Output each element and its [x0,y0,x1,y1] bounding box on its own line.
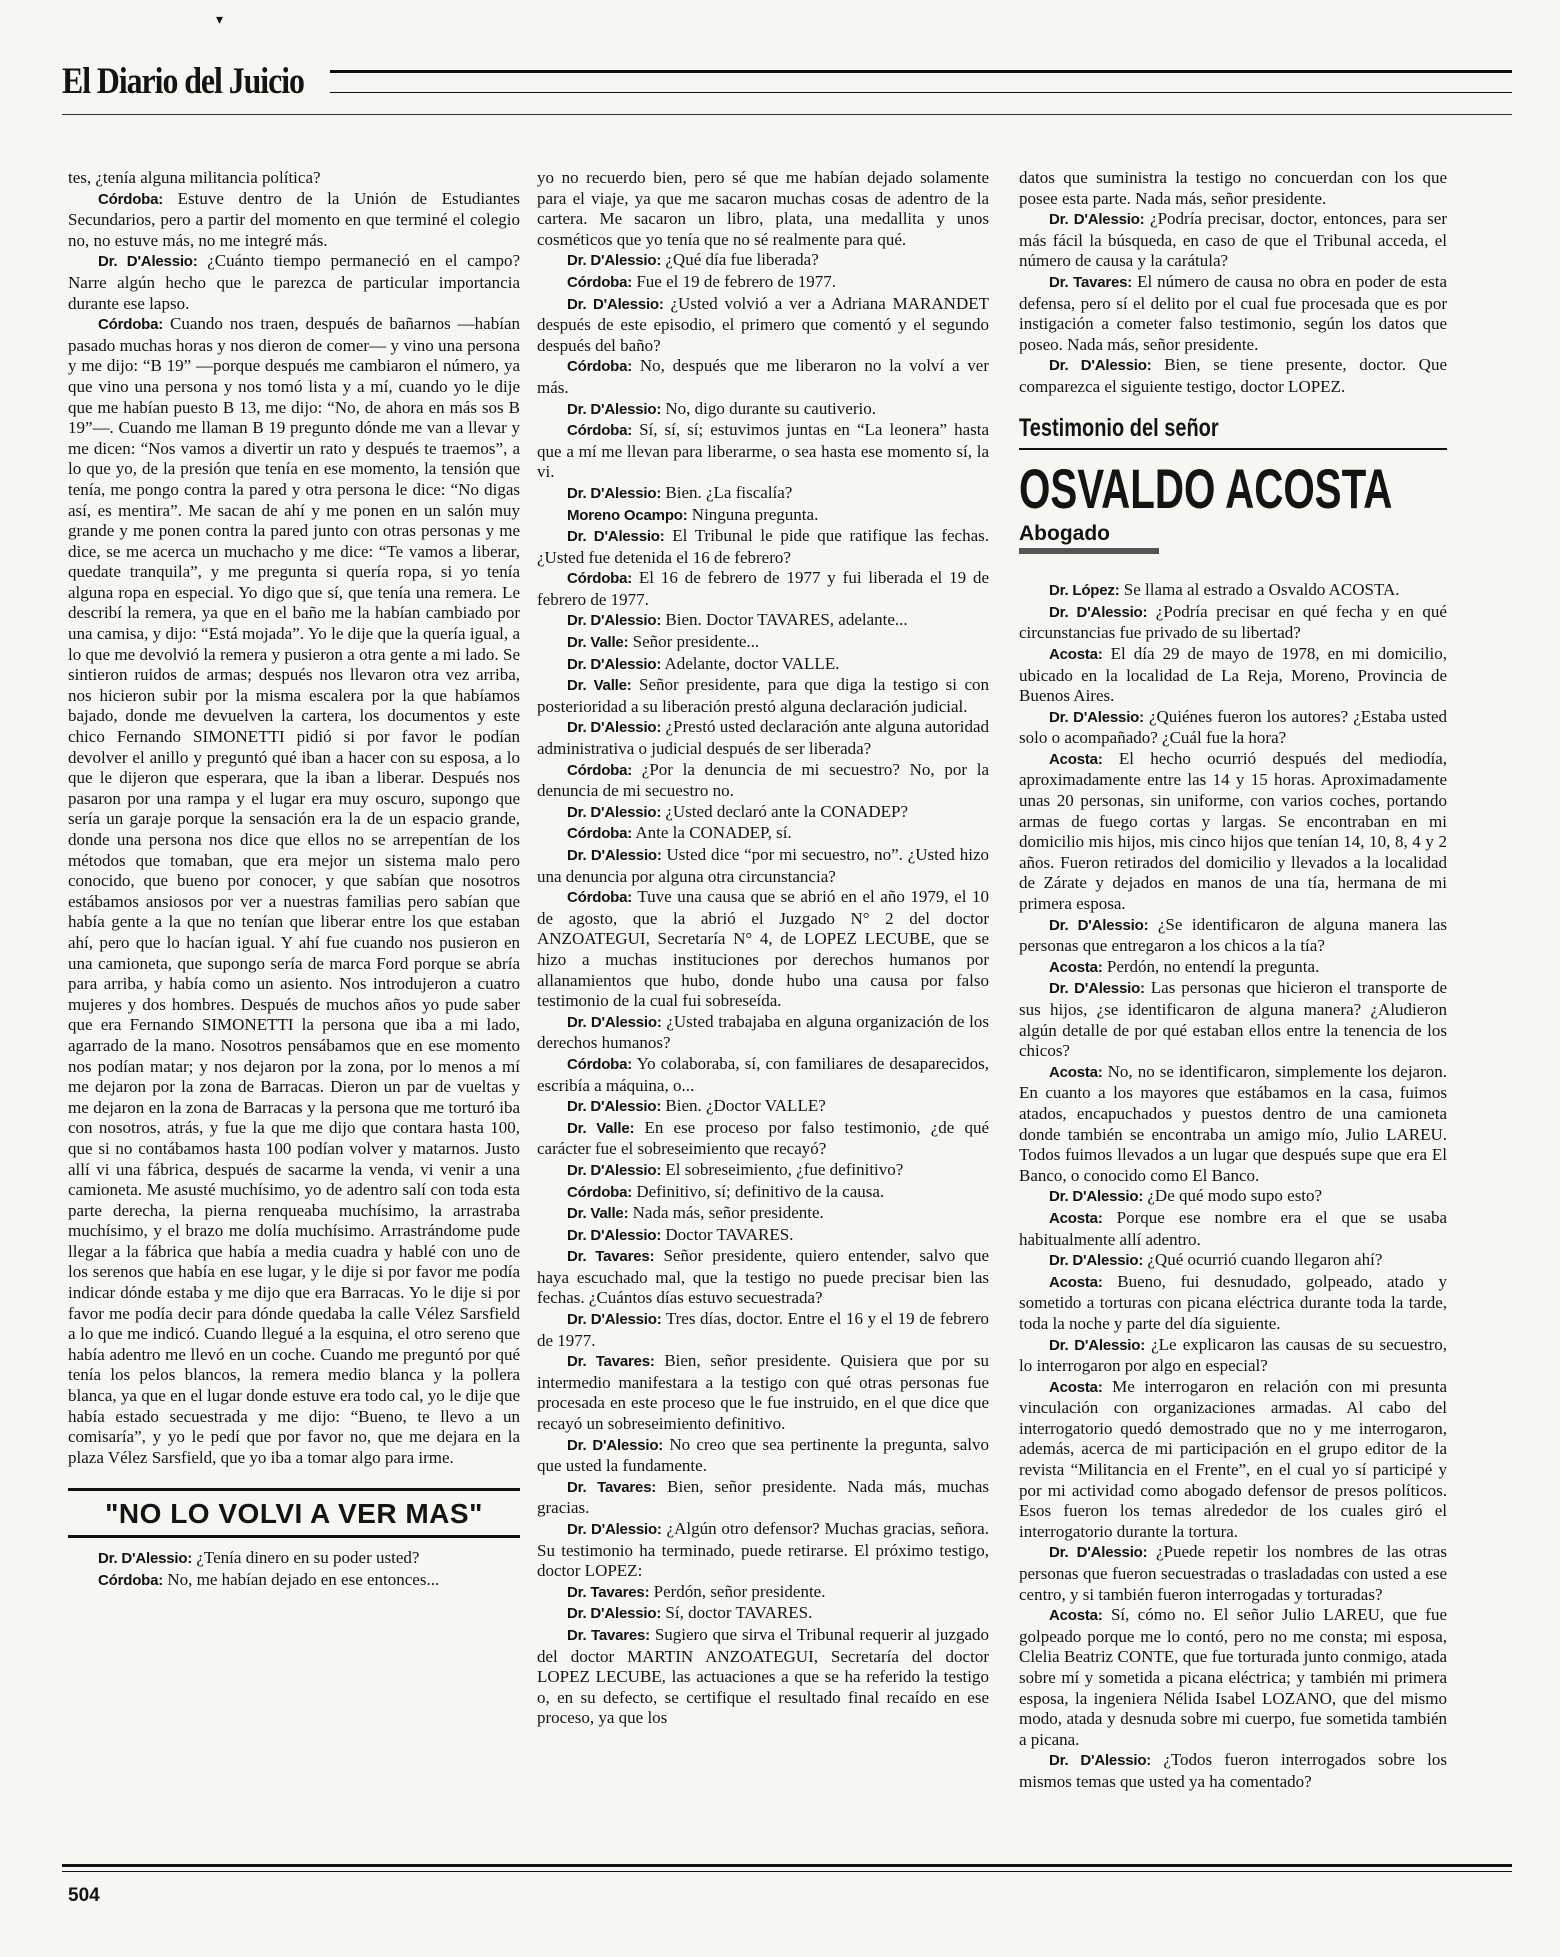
paragraph [537,250,989,272]
paragraph [1019,1208,1447,1250]
speaker-label: Dr. D'Alessio: [567,484,662,502]
paragraph-text: Usted dice “por mi secuestro, no”. ¿Usted hizo una denuncia por alguna otra circunstancia? [537,845,990,886]
paragraph [1019,978,1447,1061]
masthead-rule [62,114,1512,115]
paragraph [537,1054,989,1096]
paragraph-text: Bien. ¿La fiscalía? [665,482,793,502]
paragraph [537,632,989,654]
paragraph-text: Se llama al estrado a Osvaldo ACOSTA. [1123,580,1400,600]
speaker-label: Dr. D'Alessio: [1049,603,1148,621]
paragraph [537,399,989,421]
testimony-header [1019,412,1447,555]
paragraph [537,1519,989,1582]
speaker-label: Dr. D'Alessio: [1049,1544,1148,1562]
paragraph-text: Ante la CONADEP, sí. [635,823,792,843]
paragraph [537,1012,989,1054]
column-2 [537,168,989,1729]
speaker-label: Córdoba: [567,1183,633,1201]
paragraph-text: ¿Cuánto tiempo permaneció en el campo? Narre algún hecho que le parezca de particular importancia durante ese lapso. [68,251,520,313]
speaker-label: Dr. Valle: [567,677,632,695]
paragraph-text: ¿Qué ocurrió cuando llegaron ahí? [1147,1250,1383,1270]
speaker-label: Dr. D'Alessio: [1049,1252,1144,1270]
paragraph [68,168,520,189]
testimony-bar [1019,548,1159,554]
masthead-rule [330,70,1512,73]
speaker-label: Dr. López: [1049,582,1120,600]
speaker-label: Dr. D'Alessio: [567,655,662,673]
speaker-label: Dr. Valle: [567,1119,635,1137]
footer-rule [62,1871,1512,1872]
paragraph-text: Señor presidente... [632,632,760,652]
speaker-label: Dr. D'Alessio: [1049,1336,1145,1354]
speaker-label: Córdoba: [567,358,633,376]
speaker-label: Acosta: [1049,958,1103,976]
paragraph-text: ¿Podría precisar en qué fecha y en qué circunstancias fue privado de su libertad? [1019,601,1447,643]
speaker-label: Dr. D'Alessio: [567,1436,664,1454]
speaker-label: Acosta: [1049,1063,1103,1081]
speaker-label: Dr. Tavares: [1049,273,1133,291]
paragraph-text: No creo que sea pertinente la pregunta, salvo que usted la fundamente. [537,1434,989,1476]
speaker-label: Dr. D'Alessio: [567,1013,662,1031]
paragraph-text: Fue el 19 de febrero de 1977. [636,271,836,291]
paragraph-text: El día 29 de mayo de 1978, en mi domicilio, ubicado en la localidad de La Reja, Moreno, Provincia de Buenos Aires. [1019,643,1447,706]
paragraph-text: Definitivo, sí; definitivo de la causa. [636,1181,885,1201]
speaker-label: Dr. D'Alessio: [567,1098,662,1116]
paragraph-text: El número de causa no obra en poder de esta defensa, pero sí el delito por el cual fue procesada que es por instigación a cometer falso testimonio, según los datos que poseo. Nada más, señor presidente. [1019,271,1447,354]
speaker-label: Dr. Tavares: [567,1478,657,1496]
col2-paragraphs [537,168,989,1729]
speaker-label: Dr. D'Alessio: [567,847,662,864]
paragraph [1019,1250,1447,1272]
paragraph [537,1351,989,1434]
paragraph-text: Doctor TAVARES. [665,1224,794,1244]
paragraph-text: ¿Algún otro defensor? Muchas gracias, señora. Su testimonio ha terminado, puede retirarse. El próximo testigo, doctor LOPEZ: [537,1519,989,1581]
testimony-role: Abogado [1019,521,1110,545]
paragraph-text: El Tribunal le pide que ratifique las fechas. ¿Usted fue detenida el 16 de febrero? [537,526,990,567]
paragraph [537,887,989,1012]
paragraph-text: ¿Se identificaron de alguna manera las personas que entregaron a los chicos a la tía? [1019,914,1447,956]
paragraph [537,1182,989,1204]
paragraph-text: Las personas que hicieron el transporte de sus hijos, ¿se identificaron de alguna manera? ¿Aludieron algún detalle de por qué estaban ellos entre la tenencia de los chicos? [1019,978,1448,1061]
speaker-label: Acosta: [1049,1607,1103,1625]
paragraph-text: Bien. Doctor TAVARES, adelante... [665,610,908,630]
paragraph-text: ¿Prestó usted declaración ante alguna autoridad administrativa o judicial después de ser liberada? [537,717,989,759]
paragraph-text: Tres días, doctor. Entre el 16 y el 19 de febrero de 1977. [537,1309,989,1350]
paragraph-text: Señor presidente, para que diga la testigo si con posterioridad a su liberación prestó alguna declaración judicial. [537,675,990,716]
speaker-label: Dr. Valle: [567,1205,629,1223]
paragraph [537,610,989,632]
speaker-label: Dr. D'Alessio: [567,1311,662,1329]
speaker-label: Moreno Ocampo: [567,506,688,524]
paragraph [537,823,989,845]
paragraph [537,717,989,759]
paragraph [537,802,989,824]
paragraph-text: Bien, señor presidente. Quisiera que por su intermedio manifestara a la testigo con qué otras personas fue procesada en este proceso que le fue instruido, en el que dice que recayó un sobreseimiento definitivo. [537,1351,990,1434]
testimony-name: OSVALDO ACOSTA [1019,456,1393,520]
speaker-label: Dr. D'Alessio: [567,803,662,821]
paragraph [537,654,989,676]
speaker-label: Dr. D'Alessio: [98,1550,193,1568]
paragraph [1019,1186,1447,1208]
paragraph-text: ¿Le explicaron las causas de su secuestro, lo interrogaron por algo en especial? [1019,1334,1447,1376]
speaker-label: Dr. D'Alessio: [567,1521,662,1538]
paragraph [1019,355,1447,397]
speaker-label: Dr. D'Alessio: [1049,708,1144,726]
speaker-label: Dr. D'Alessio: [567,1226,662,1244]
speaker-label: Dr. D'Alessio: [567,295,664,313]
subhead: "NO LO VOLVI A VER MAS" [68,1488,520,1538]
paragraph-text: ¿Por la denuncia de mi secuestro? No, por la denuncia de mi secuestro no. [537,759,989,801]
paragraph [1019,602,1447,644]
paragraph-text: Tuve una causa que se abrió en el año 1979, el 10 de agosto, que la abrió el Juzgado N° 2 del doctor ANZOATEGUI, Secretaría N° 4, de LOPEZ LECUBE, que se hizo a muchas instituciones por derechos humanos por allanamientos que hubo, donde hubo una causa por falso testimonio de la cual fui sobreseída. [537,887,989,1011]
paragraph [1019,1062,1447,1187]
speaker-label: Dr. Tavares: [567,1626,650,1644]
paragraph-text: No, me habían dejado en ese entonces... [167,1570,440,1589]
paragraph [68,314,520,1468]
paragraph [1019,707,1447,749]
col3-after-paragraphs [1019,580,1447,1792]
paragraph [537,1435,989,1477]
paragraph [1019,915,1447,957]
paragraph [1019,644,1447,707]
paragraph [68,189,520,252]
paragraph-text: Perdón, señor presidente. [653,1581,826,1601]
paragraph-text: ¿Usted declaró ante la CONADEP? [665,801,909,821]
speaker-label: Acosta: [1049,1209,1103,1227]
speaker-label: Córdoba: [98,190,164,208]
paragraph-text: No, después que me liberaron no la volví a ver más. [537,356,989,397]
speaker-label: Córdoba: [567,1055,633,1073]
paragraph-text: Me interrogaron en relación con mi presunta vinculación con organizaciones armadas. Al cabo del interrogatorio quedó demostrado que no y me interrogaron, además, acerca de mi participación en el grupo editor de la revista “Militancia en el Frente”, en el cual yo sí participé y por mi actividad como abogado defensor de presos políticos. Esos fueron los temas alrededor de los cuales giró el interrogatorio durante la tortura. [1019,1376,1447,1541]
paragraph [1019,209,1447,272]
paragraph [537,1203,989,1225]
speaker-label: Dr. D'Alessio: [1049,357,1152,375]
speaker-label: Dr. D'Alessio: [567,400,662,418]
paragraph [1019,168,1447,209]
speaker-label: Dr. D'Alessio: [98,253,198,271]
paragraph-text: Perdón, no entendí la pregunta. [1106,956,1320,976]
paragraph [537,294,989,357]
paragraph-text: ¿De qué modo supo esto? [1147,1186,1323,1206]
speaker-label: Dr. Valle: [567,634,629,652]
paragraph-text: No, no se identificaron, simplemente los dejaron. En cuanto a los mayores que estábamos en la casa, fuimos atados, encapuchados y puestos dentro de una camioneta donde también se encontraba un amigo mío, Julio LAREU. Todos fuimos llevados a un lugar que después supe que era El Banco, o conocido como El Banco. [1019,1061,1447,1185]
paragraph [537,420,989,483]
paragraph [537,1118,989,1160]
speaker-label: Córdoba: [567,825,633,843]
testimony-kicker: Testimonio del señor [1019,412,1447,450]
paragraph-text: Bien, se tiene presente, doctor. Que comparezca el siguiente testigo, doctor LOPEZ. [1019,355,1447,396]
paragraph [537,1160,989,1182]
paragraph [68,1570,520,1592]
masthead-title: El Diario del Juicio [62,61,304,102]
paragraph-text: El hecho ocurrió después del mediodía, aproximadamente entre las 14 y 15 horas. Aproximadamente unas 20 personas, sin uniforme, con varios coches, portando armas de fuego cortas y largas. Se encontraban en mi domicilio mis hijos, mis cinco hijos que tenían 14, 10, 8, 4 y 2 años. Fueron retirados del domicilio y llevados a la localidad de Zárate y dejados en manos de una tía, hermana de mi primera esposa. [1019,748,1448,914]
paragraph [537,483,989,505]
paragraph [537,272,989,294]
paragraph-text: Sí, sí, sí; estuvimos juntas en “La leonera” hasta que a mí me llevan para liberarme, o sea hasta ese momento sí, la vi. [537,420,989,482]
speaker-label: Dr. D'Alessio: [1049,1188,1144,1206]
paragraph [1019,1750,1447,1792]
speaker-label: Dr. D'Alessio: [567,1605,662,1623]
speaker-label: Acosta: [1049,750,1103,768]
paragraph-text: Ninguna pregunta. [691,504,819,524]
paragraph [537,168,989,250]
paragraph [1019,1605,1447,1750]
col1-after-paragraphs [68,1548,520,1591]
paragraph-text: Bueno, fui desnudado, golpeado, atado y sometido a torturas con picana eléctrica durante toda la tarde, toda la noche y parte del día siguiente. [1019,1271,1447,1333]
paragraph [1019,1272,1447,1335]
speaker-label: Dr. D'Alessio: [1049,211,1145,229]
paragraph-text: ¿Usted volvió a ver a Adriana MARANDET después de este episodio, el primero que comentó y el segundo después del baño? [537,293,989,355]
paragraph [537,505,989,527]
paragraph-text: Estuve dentro de la Unión de Estudiantes Secundarios, pero a partir del momento en que terminé el colegio no, no estuve más, no me integré más. [68,188,521,250]
speaker-label: Córdoba: [567,273,633,291]
paragraph [537,675,989,717]
masthead [62,58,1512,122]
paragraph [537,1582,989,1604]
paragraph-text: Cuando nos traen, después de bañarnos —habían pasado muchas horas y nos dieron de comer— y vino una persona y me dijo: “B 19” —porque después me cambiaron el número, ya que vino una persona y nos tomó lista y a mí, cuando yo le dije que me habían puesto B 13, me dijo: “No, de ahora en más sos B 19”—. Cuando me llaman B 19 pregunto dónde me van a llevar y me dicen: “Nos vamos a divertir un rato y después te traemos”, a lo que yo, de la presión que tenía en ese momento, la tensión que tenía, me pongo contra la pared y otra persona le dice: “No digas así, es mentira”. Me sacan de ahí y me ponen en un salón muy grande y me ponen contra la pared junto con otras personas y me dice, se me acerca un muchacho y me dice: “Te vamos a liberar, quedate tranquila”, y me pregunta si quería ropa, si yo tenía alguna ropa en especial. Yo digo que sí, que tenía una remera. Le describí la remera, ya que en el baño me la habían cambiado por una camisa, y dijo: “Está mojada”. Yo le dije que la quería igual, a lo que me devolvió la remera y pusieron a otra gente a mi lado. Se sintieron ruidos de armas; después nos llevaron otra vez arriba, nos hicieron subir por la misma escalera por la que habíamos bajado, donde me devuelven la cartera, los documentos y este chico Fernando SIMONETTI pidió si por favor le podían devolver el anillo y preguntó qué iban a hacer con su esposa, a lo que le dijeron que esperara, que la iban a liberar. Después nos pasaron por una rampa y el lugar era muy oscuro, supongo que sería un garaje porque la sensación era la de un espacio grande, donde una persona nos dice que ellos no se arrepentían de los métodos que tomaban, que era mejor un sistema malo pero conocido, que bueno por conocer, y que sabían que nosotros estábamos ansiosos por ver a nuestras familias pero sabían que había gente a la que no tenían que liberar entre los que estaban ahí, pero que lo hacían igual. Y ahí fue cuando nos pusieron en una camioneta, que supongo sería de marca Ford porque se abría para arriba, y había como un asiento. Nos introdujeron a cuatro mujeres y dos hombres. Después de muchos años yo pude saber que era Fernando SIMONETTI la persona que iba a mi lado, agarrado de la mano. Nosotros pensábamos que en ese momento nos podían matar; y nos dejaron por la zona, por lo menos a mí me dejaron por la zona de Barracas. Dieron un par de vueltas y me dejaron en la zona de Barracas y la persona que me torturó iba con nosotros, atrás, y fue la que me dijo que contara hasta 100, que si no contábamos hasta 100 podían volver y matarnos. Justo allí vi una fábrica, después de sacarme la venda, vi venir a una camioneta. Me asusté muchísimo, yo de adentro salí con toda esta parte derecha, la pierna renqueaba muchísimo, la arrastraba muchísimo, y el brazo me dolía muchísimo. Arrastrándome pude llegar a la fábrica que había a media cuadra y hablé con uno de los serenos que había en ese lugar, y le dije si por favor me podía indicar dónde estaba y me dijo que era Barracas. Yo le dije si por favor me podía decir para dónde quedaba la calle Vélez Sarsfield a lo que me indicó. Cuando llegué a la esquina, el otro sereno que había adentro me llevó en un coche. Cuando me preguntó por qué tenía los pelos blancos, la remera medio blanca y la pollera blanca, ya que en el lugar donde estuve era todo cal, yo le dije que había estado secuestrada y me dijo: “Bueno, te llevo a un comisaría”, y yo le pedí que por favor no, que me dejara en la plaza Vélez Sarsfield, que yo iba a tomar algo para irme. [68,314,520,1467]
paragraph [1019,580,1447,602]
paragraph [537,1603,989,1625]
paragraph-text: Yo colaboraba, sí, con familiares de desaparecidos, escribía a máquina, o... [537,1053,989,1095]
page-number: 504 [68,1885,100,1906]
paragraph-text: Sugiero que sirva el Tribunal requerir al juzgado del doctor MARTIN ANZOATEGUI, Secretaría del doctor LOPEZ LECUBE, las actuaciones a que se ha referido la testigo o, en su defecto, se certifique el resultado final recaído en ese proceso, ya que los [537,1624,990,1728]
paragraph [1019,272,1447,355]
speaker-label: Dr. D'Alessio: [1049,1752,1152,1770]
speaker-label: Córdoba: [567,422,633,440]
speaker-label: Acosta: [1049,1273,1103,1291]
paragraph-text: El 16 de febrero de 1977 y fui liberada el 19 de febrero de 1977. [537,568,990,609]
paragraph [537,356,989,398]
column-1 [68,168,520,1592]
paragraph [68,1548,520,1570]
print-speck: ▾ [216,13,224,28]
paragraph-text: yo no recuerdo bien, pero sé que me habían dejado solamente para el viaje, ya que me sacaron muchas cosas de adentro de la cartera. Me sacaron un libro, plata, una medallita y unos cosméticos que yo tenía que no sé realmente para qué. [537,168,989,249]
speaker-label: Dr. Tavares: [567,1248,655,1266]
speaker-label: Córdoba: [98,316,164,334]
paragraph [537,1246,989,1309]
paragraph [537,760,989,802]
speaker-label: Dr. Tavares: [567,1353,655,1371]
speaker-label: Córdoba: [567,889,633,907]
speaker-label: Dr. D'Alessio: [567,1161,662,1179]
paragraph [1019,957,1447,979]
paragraph-text: No, digo durante su cautiverio. [665,398,876,418]
paragraph [1019,1542,1447,1605]
column-3 [1019,168,1447,1793]
col1-paragraphs [68,168,520,1468]
paragraph-text: tes, ¿tenía alguna militancia política? [68,168,321,187]
paragraph [1019,749,1447,915]
speaker-label: Dr. D'Alessio: [567,252,662,270]
speaker-label: Acosta: [1049,645,1103,663]
paragraph-text: ¿Quiénes fueron los autores? ¿Estaba usted solo o acompañado? ¿Cuál fue la hora? [1019,706,1447,748]
masthead-rule [330,92,1512,93]
paragraph [1019,1335,1447,1377]
paragraph [68,251,520,314]
paragraph [537,1225,989,1247]
paragraph [537,568,989,610]
paragraph-text: ¿Puede repetir los nombres de las otras personas que fueron secuestradas o trasladadas con usted a ese centro, y si también fueron interrogadas y torturadas? [1019,1542,1448,1604]
paragraph-text: Señor presidente, quiero entender, salvo que haya escuchado mal, que la testigo no puede precisar bien las fechas. ¿Cuántos días estuvo secuestrada? [537,1246,990,1308]
paragraph-text: Adelante, doctor VALLE. [664,653,840,673]
speaker-label: Dr. D'Alessio: [1049,980,1145,998]
paragraph-text: Sí, cómo no. El señor Julio LAREU, que fue golpeado porque me lo contó, pero no me consta; mi esposa, Clelia Beatriz CONTE, que fue torturada junto conmigo, atada sobre mí y sometida a picana eléctrica; y también mi primera esposa, la ingeniera Nélida Isabel LOZANO, que del mismo modo, atada y desnuda sobre mi cuerpo, fue sometida también a picana. [1019,1605,1447,1749]
speaker-label: Córdoba: [98,1572,164,1589]
paragraph-text: ¿Usted trabajaba en alguna organización de los derechos humanos? [537,1011,989,1053]
paragraph [537,1309,989,1351]
paragraph-text: ¿Qué día fue liberada? [665,250,819,270]
paragraph-text: Sí, doctor TAVARES. [665,1603,813,1623]
paragraph [537,1096,989,1118]
speaker-label: Dr. Tavares: [567,1583,650,1601]
paragraph-text: ¿Tenía dinero en su poder usted? [196,1548,420,1568]
speaker-label: Dr. D'Alessio: [567,719,662,737]
paragraph-text: Bien, señor presidente. Nada más, muchas gracias. [537,1476,989,1518]
speaker-label: Dr. D'Alessio: [567,528,665,546]
paragraph-text: En ese proceso por falso testimonio, ¿de qué carácter fue el sobreseimiento que recayó? [537,1117,989,1159]
paragraph-text: ¿Podría precisar, doctor, entonces, para ser más fácil la búsqueda, en caso de que el Tribunal acceda, el número de causa y la carátula? [1019,209,1447,271]
paragraph [537,845,989,887]
paragraph-text: datos que suministra la testigo no concuerdan con los que posee esta parte. Nada más, señor presidente. [1019,168,1447,208]
footer-rule [62,1864,1512,1867]
speaker-label: Dr. D'Alessio: [567,612,662,630]
speaker-label: Córdoba: [567,570,633,588]
paragraph-text: Nada más, señor presidente. [632,1203,824,1223]
paragraph-text: ¿Todos fueron interrogados sobre los mismos temas que usted ya ha comentado? [1019,1750,1447,1791]
col3-paragraphs [1019,168,1447,398]
paragraph-text: Porque ese nombre era el que se usaba habitualmente allí adentro. [1019,1207,1448,1249]
paragraph [1019,1377,1447,1543]
paragraph [537,1625,989,1729]
speaker-label: Acosta: [1049,1378,1103,1396]
speaker-label: Córdoba: [567,761,633,779]
paragraph [537,526,989,568]
speaker-label: Dr. D'Alessio: [1049,916,1149,934]
paragraph [537,1477,989,1519]
paragraph-text: El sobreseimiento, ¿fue definitivo? [665,1159,904,1179]
paragraph-text: Bien. ¿Doctor VALLE? [665,1096,826,1116]
